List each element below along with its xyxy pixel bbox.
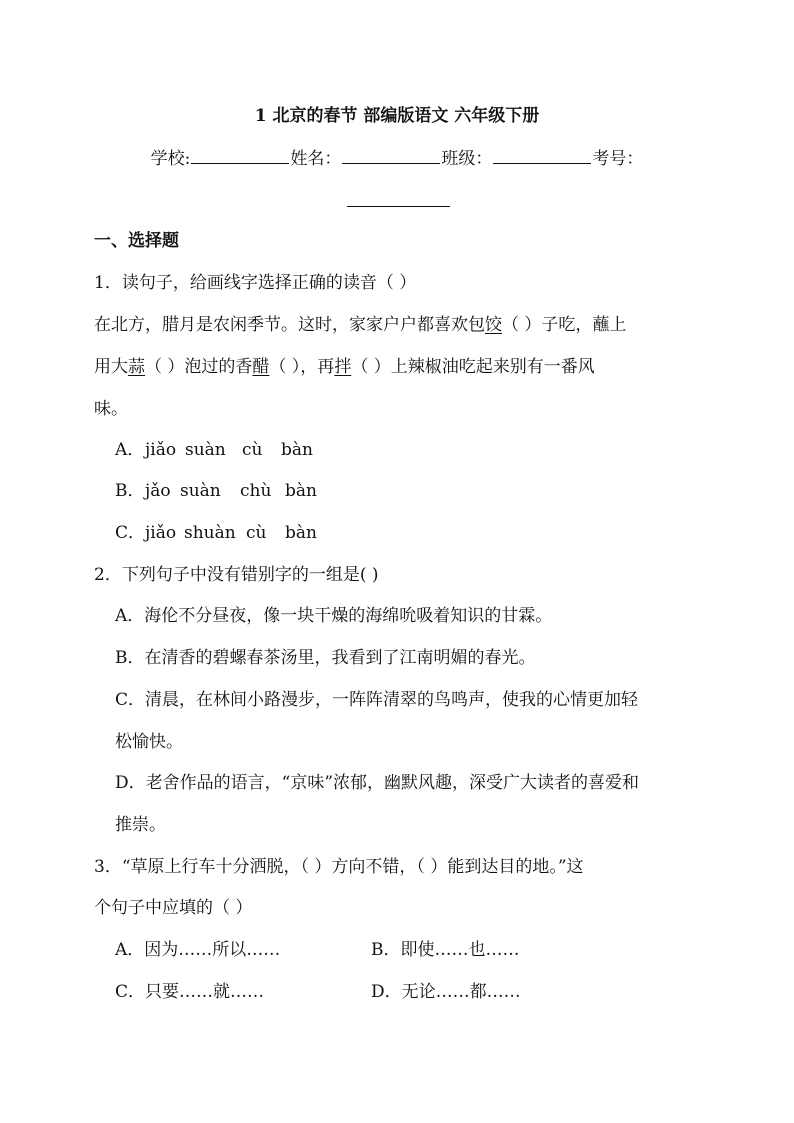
- pinyin: bàn: [285, 523, 317, 543]
- exam-number-blank[interactable]: [347, 205, 450, 207]
- q3-stem: 3．“草原上行车十分洒脱，（ ）方向不错，（ ）能到达目的地。”这: [94, 857, 584, 877]
- student-info-row: [0, 145, 794, 171]
- pinyin: suàn: [180, 481, 221, 501]
- q2-option-d-cont: 推崇。: [115, 815, 166, 835]
- option-letter: C．: [115, 523, 146, 543]
- name-blank[interactable]: [342, 145, 440, 164]
- q3-option-a[interactable]: A．因为……所以……: [115, 940, 281, 960]
- underlined-char: 拌: [334, 357, 352, 377]
- school-blank[interactable]: [191, 145, 289, 164]
- q1-passage-line-1: [94, 313, 626, 337]
- q2-stem: 2．下列句子中没有错别字的一组是( ): [94, 565, 379, 585]
- underlined-char: 醋: [252, 357, 270, 377]
- q3-option-d[interactable]: D．无论……都……: [371, 982, 521, 1002]
- underlined-char: 饺: [485, 315, 502, 335]
- school-label: 学校:: [150, 149, 191, 169]
- q2-option-d[interactable]: D．老舍作品的语言，“京味”浓郁，幽默风趣，深受广大读者的喜爱和: [115, 773, 640, 793]
- q1-text: 在北方，腊月是农闲季节。这时，家家户户都喜欢包: [94, 315, 485, 335]
- q2-option-b[interactable]: B．在清香的碧螺春茶汤里，我看到了江南明媚的春光。: [115, 648, 536, 668]
- option-letter: B．: [115, 481, 145, 501]
- pinyin: chù: [240, 481, 272, 501]
- pinyin: jǎo: [145, 481, 171, 501]
- q1-option-c[interactable]: [115, 521, 317, 545]
- pinyin: bàn: [281, 440, 313, 460]
- q3-stem-cont: 个句子中应填的（ ）: [94, 898, 253, 918]
- pinyin: cù: [242, 440, 263, 460]
- q1-passage-line-2: [94, 355, 595, 379]
- q1-text: 用大: [94, 357, 128, 377]
- pinyin: bàn: [285, 481, 317, 501]
- q3-option-c[interactable]: C．只要……就……: [115, 982, 265, 1002]
- q1-text: （ ）子吃，蘸上: [502, 315, 627, 335]
- q2-option-c[interactable]: C．清晨，在林间小路漫步，一阵阵清翠的鸟鸣声，使我的心情更加轻: [115, 690, 639, 710]
- class-blank[interactable]: [493, 145, 591, 164]
- option-letter: A．: [115, 440, 145, 460]
- q2-option-a[interactable]: A．海伦不分昼夜，像一块干燥的海绵吮吸着知识的甘霖。: [115, 606, 553, 626]
- pinyin: cù: [246, 523, 267, 543]
- q1-text: （ ），再: [269, 357, 335, 377]
- q1-option-a[interactable]: [115, 438, 313, 462]
- q1-text: （ ）上辣椒油吃起来别有一番风: [351, 357, 595, 377]
- pinyin: suàn: [185, 440, 226, 460]
- section-title: 一、选择题: [94, 231, 179, 251]
- page-title: 1 北京的春节 部编版语文 六年级下册: [254, 106, 540, 126]
- q1-stem: 1．读句子，给画线字选择正确的读音（ ）: [94, 273, 417, 293]
- exam-number-label: 考号：: [592, 149, 644, 169]
- pinyin: jiǎo: [145, 440, 177, 460]
- pinyin: jiǎo: [145, 523, 177, 543]
- q1-text: （ ）泡过的香: [145, 357, 253, 377]
- class-label: 班级：: [441, 149, 493, 169]
- name-label: 姓名：: [290, 149, 342, 169]
- underlined-char: 蒜: [128, 357, 145, 377]
- pinyin: shuàn: [184, 523, 236, 543]
- q1-passage-line-3: 味。: [94, 399, 128, 419]
- q1-option-b[interactable]: [115, 479, 317, 503]
- q2-option-c-cont: 松愉快。: [115, 732, 183, 752]
- q3-option-b[interactable]: B．即使……也……: [371, 940, 520, 960]
